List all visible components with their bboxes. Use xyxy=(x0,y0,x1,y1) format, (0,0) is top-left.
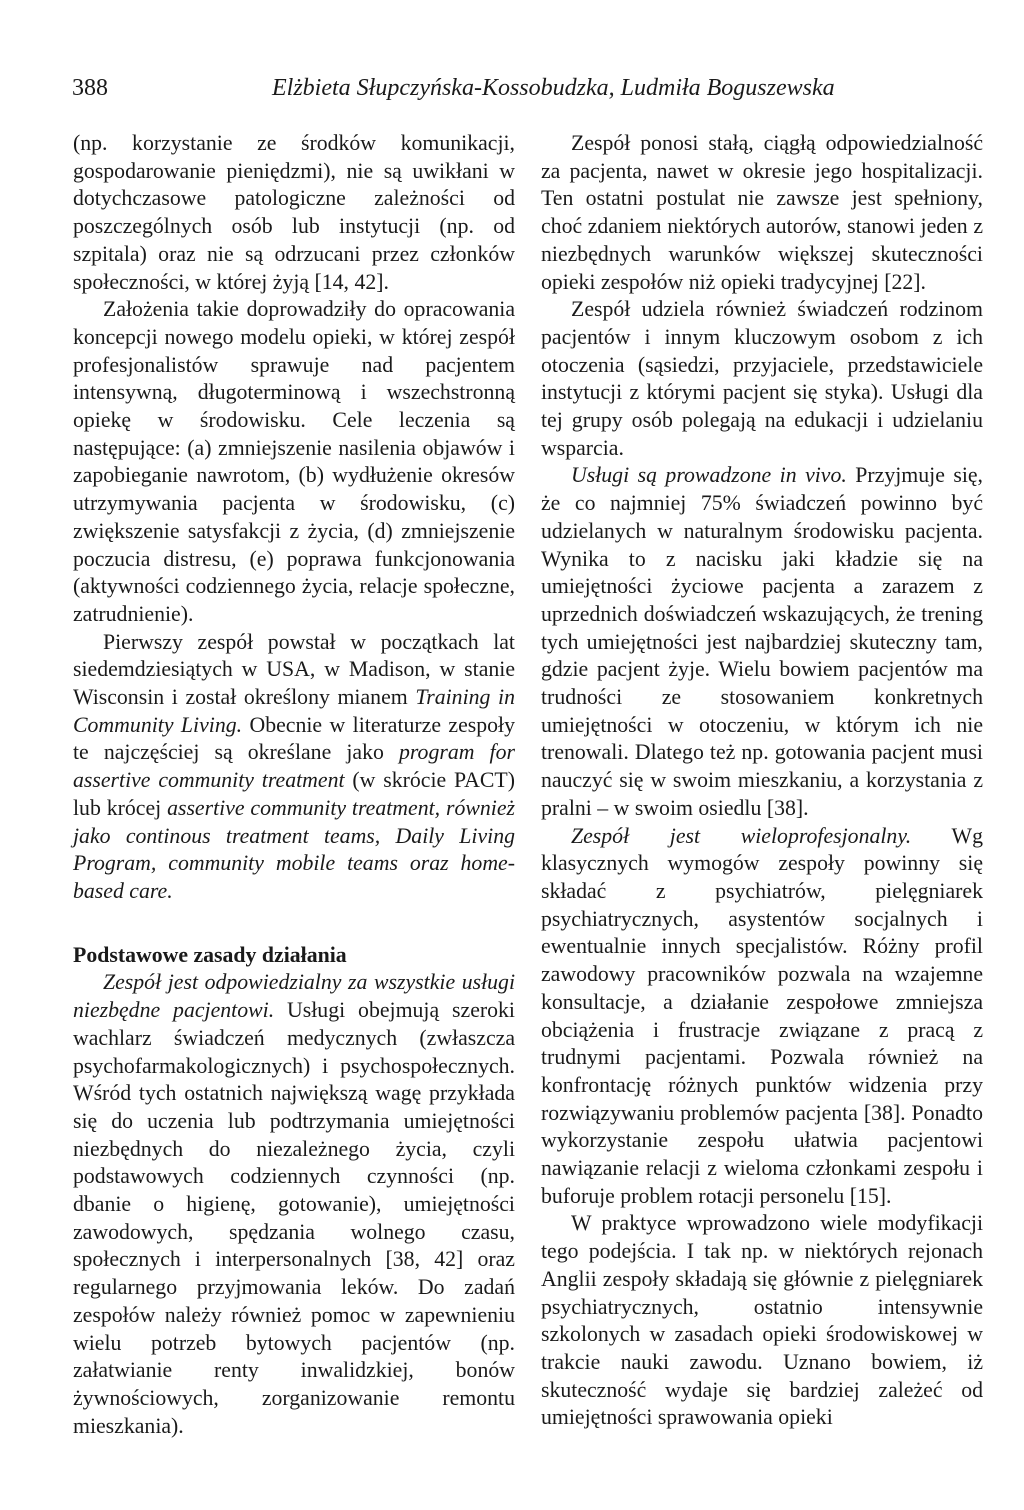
running-title: Elżbieta Słupczyńska-Kossobudzka, Ludmiła Boguszewska xyxy=(272,75,835,101)
text-run: Wg klasycznych wymogów zespoły powinny się składać z psychiatrów, pielęgniarek psychiatrycznych, asystentów socjalnych i ewentualnie innych specjalistów. Różny profil zawodowy pracowników pozwala na wzajemne konsultacje, a działanie zespołowe zmniejsza obciążenia i frustracje związane z pracą z trudnymi pacjentami. Pozwala również na konfrontację różnych punktów widzenia przy rozwiązywaniu problemów pacjenta [38]. Ponadto wykorzystanie zespołu ułatwia pacjentowi nawiązanie relacji z wieloma członkami zespołu i buforuje problem rotacji personelu [15]. xyxy=(541,823,983,1208)
emphasis: Training in Community Living. xyxy=(73,685,515,737)
emphasis: Usługi są prowadzone in vivo. xyxy=(571,463,847,488)
emphasis: assertive community treatment, również jako continous treatment teams, Daily Living Program, community mobile teams oraz home-based care. xyxy=(73,795,515,903)
page-number: 388 xyxy=(72,75,108,101)
text-run: Obecnie w literaturze zespoły te najczęściej są określane jako xyxy=(73,712,516,765)
paragraph: Zespół ponosi stałą, ciągłą odpowiedzialność za pacjenta, nawet w okresie jego hospitalizacji. Ten ostatni postulat nie zawsze jest spełniony, choć zdaniem niektórych autorów, stanowi jeden z niezbędnych warunków większej skuteczności opieki zespołów niż opieki tradycyjnej [22]. xyxy=(541,131,983,294)
left-column xyxy=(73,130,515,1440)
paragraph: W praktyce wprowadzono wiele modyfikacji tego podejścia. I tak np. w niektórych rejonach Anglii zespoły składają się głównie z pielęgniarek psychiatrycznych, ostatnio intensywnie szkolonych w zasadach opieki środowiskowej w trakcie nauki zawodu. Uznano bowiem, iż skuteczność wydaje się bardziej zależeć od umiejętności sprawowania opieki xyxy=(541,1211,983,1430)
emphasis: Zespół jest odpowiedzialny za wszystkie usługi niezbędne pacjentowi. xyxy=(73,970,515,1023)
paragraph xyxy=(73,969,515,1440)
emphasis: program for assertive community treatment xyxy=(73,740,515,793)
text-run: (w skrócie PACT) lub krócej xyxy=(73,768,516,820)
emphasis: Zespół jest wieloprofesjonalny. xyxy=(571,823,912,848)
text-run: Przyjmuje się, że co najmniej 75% świadczeń powinno być udzielanych w naturalnym środowisku pacjenta. Wynika to z nacisku jaki kładzie się na umiejętności życiowe pacjenta a zarazem z uprzednich doświadczeń wskazujących, że trening tych umiejętności jest najbardziej skuteczny tam, gdzie pacjent żyje. Wielu bowiem pacjentów ma trudności ze stosowaniem konkretnych umiejętności w otoczeniu, w którym ich nie trenowali. Dlatego też np. gotowania pacjent musi nauczyć się w swoim mieszkaniu, a korzystania z pralni – w swoim osiedlu [38]. xyxy=(541,463,984,820)
section-heading: Podstawowe zasady działania xyxy=(73,942,347,967)
paragraph xyxy=(73,629,515,906)
page-header xyxy=(72,73,952,103)
paragraph xyxy=(541,462,983,822)
right-column xyxy=(541,130,983,1432)
paragraph: (np. korzystanie ze środków komunikacji, gospodarowanie pieniędzmi), nie są uwikłani w dotychczasowe patologiczne zależności od poszczególnych osób lub instytucji (np. od szpitala) oraz nie są odrzucani przez członków społeczności, w której żyją [14, 42]. xyxy=(73,131,515,294)
paragraph xyxy=(541,823,983,1211)
paragraph: Zespół udziela również świadczeń rodzinom pacjentów i innym kluczowym osobom z ich otoczenia (sąsiedzi, przyjaciele, przedstawiciele instytucji z którymi pacjent się styka). Usługi dla tej grupy osób polegają na edukacji i udzielaniu wsparcia. xyxy=(541,297,983,460)
text-run: Usługi obejmują szeroki wachlarz świadczeń medycznych (zwłaszcza psychofarmakologicznych) i psychospołecznych. Wśród tych ostatnich największą wagę przykłada się do uczenia lub podtrzymania umiejętności niezbędnych do niezależnego życia, czyli podstawowych codziennych czynności (np. dbanie o higienę, gotowanie), umiejętności zawodowych, spędzania wolnego czasu, społecznych i interpersonalnych [38, 42] oraz regularnego przyjmowania leków. Do zadań zespołów należy również pomoc w zapewnieniu wielu potrzeb bytowych pacjentów (np. załatwianie renty inwalidzkiej, bonów żywnościowych, zorganizowanie remontu mieszkania). xyxy=(73,998,515,1438)
text-run: Pierwszy zespół powstał w początkach lat siedemdziesiątych w USA, w Madison, w stanie Wisconsin i został określony mianem xyxy=(73,629,515,710)
paragraph: Założenia takie doprowadziły do opracowania koncepcji nowego modelu opieki, w której zespół profesjonalistów sprawuje nad pacjentem intensywną, długoterminową i wszechstronną opiekę w środowisku. Cele leczenia są następujące: (a) zmniejszenie nasilenia objawów i zapobieganie nawrotom, (b) wydłużenie okresów utrzymywania pacjenta w środowisku, (c) zwiększenie satysfakcji z życia, (d) zmniejszenie poczucia distresu, (e) poprawa funkcjonowania (aktywności codziennego życia, relacje społeczne, zatrudnienie). xyxy=(73,297,515,626)
